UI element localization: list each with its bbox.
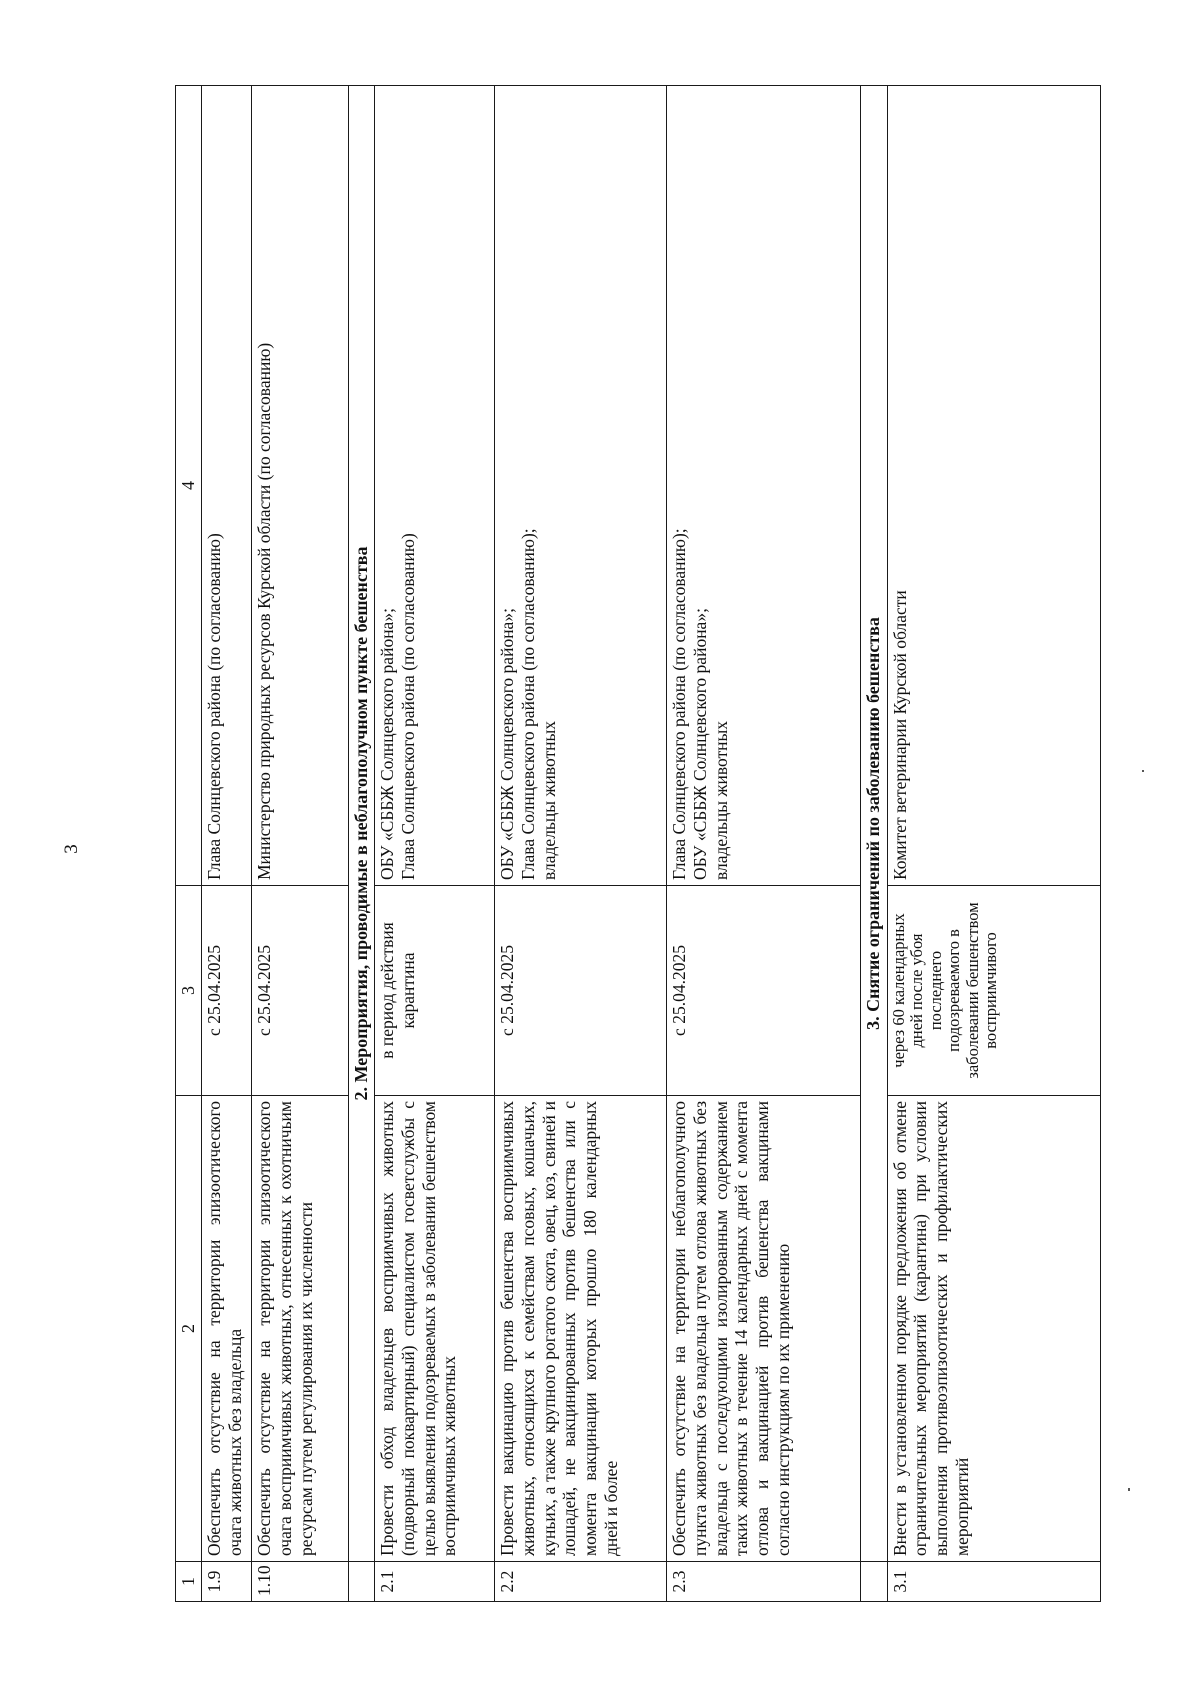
header-col-2: 2 [176, 1096, 202, 1562]
header-col-1: 1 [176, 1562, 202, 1602]
measures-table [175, 85, 1101, 1602]
responsible-line: Глава Солнцевского района (по согласованию) [204, 533, 225, 880]
deadline-line: дней после убоя [907, 933, 927, 1048]
row-deadline: с 25.04.2025 [252, 886, 349, 1096]
row-number: 2.2 [495, 1562, 667, 1602]
row-deadline: в период действия карантина [375, 886, 495, 1096]
row-deadline: с 25.04.2025 [495, 886, 667, 1096]
section-row [861, 86, 887, 1602]
section-row [349, 86, 375, 1602]
responsible-line: Министерство природных ресурсов Курской области (по согласованию) [254, 342, 275, 880]
row-task: Обеспечить отсутствие на территории эпизоотического очага восприимчивых животных, отнесенных к охотничьим ресурсам путем регулирования их численности [252, 1096, 349, 1562]
responsible-line: владельцы животных [538, 720, 559, 880]
responsible-line: ОБУ «СББЖ Солнцевского района»; [690, 608, 711, 880]
row-task: Обеспечить отсутствие на территории эпизоотического очага животных без владельца [202, 1096, 252, 1562]
row-responsible [252, 86, 349, 886]
page-number: 3 [61, 844, 82, 854]
responsible-line: Глава Солнцевского района (по согласованию); [518, 528, 539, 880]
row-task: Внести в установленном порядке предложения об отмене ограничительных мероприятий (карантина) при условии выполнения противоэпизоотических и профилактических мероприятий [887, 1096, 1100, 1562]
measures-table-rotated [175, 86, 1093, 1602]
responsible-line: ОБУ «СББЖ Солнцевского района»; [377, 608, 398, 880]
table-row [887, 86, 1100, 1602]
row-task: Провести обход владельцев восприимчивых животных (подворный поквартирный) специалистом госветслужбы с целью выявления подозреваемых в заболевании бешенством восприимчивых животных [375, 1096, 495, 1562]
table-row [667, 86, 861, 1602]
row-responsible [375, 86, 495, 886]
table-row [495, 86, 667, 1602]
deadline-line: заболевании бешенством [962, 902, 982, 1079]
scan-speck [1142, 770, 1144, 772]
header-col-3: 3 [176, 886, 202, 1096]
deadline-line: последнего [925, 950, 945, 1031]
row-number: 1.9 [202, 1562, 252, 1602]
table-row [202, 86, 252, 1602]
section-spacer [861, 1562, 887, 1602]
header-row [176, 86, 202, 1602]
section-title: 2. Мероприятия, проводимые в неблагополучном пункте бешенства [349, 86, 375, 1562]
row-deadline: с 25.04.2025 [667, 886, 861, 1096]
row-number: 2.3 [667, 1562, 861, 1602]
row-task: Провести вакцинацию против бешенства восприимчивых животных, относящихся к семействам псовых, кошачьих, куньих, а также крупного рогатого скота, овец, коз, свиней и лошадей, не вакцинированных против бешенства или с момента вакцинации которых прошло 180 календарных дней и более [495, 1096, 667, 1562]
responsible-line: Глава Солнцевского района (по согласованию) [398, 533, 419, 880]
section-spacer [349, 1562, 375, 1602]
responsible-line: ОБУ «СББЖ Солнцевского района»; [497, 608, 518, 880]
table-row [252, 86, 349, 1602]
row-number: 3.1 [887, 1562, 1100, 1602]
row-number: 2.1 [375, 1562, 495, 1602]
row-number: 1.10 [252, 1562, 349, 1602]
row-deadline [887, 886, 1100, 1096]
section-title: 3. Снятие ограничений по заболеванию бешенства [861, 86, 887, 1562]
responsible-line: Глава Солнцевского района (по согласованию); [669, 528, 690, 880]
responsible-line: Комитет ветеринарии Курской области [889, 590, 910, 880]
row-responsible [667, 86, 861, 886]
row-responsible [887, 86, 1100, 886]
row-responsible [202, 86, 252, 886]
responsible-line: владельцы животных [710, 720, 731, 880]
header-col-4: 4 [176, 86, 202, 886]
table-row [375, 86, 495, 1602]
deadline-line: восприимчивого [981, 932, 1001, 1049]
deadline-line: через 60 календарных [888, 913, 908, 1068]
row-deadline: с 25.04.2025 [202, 886, 252, 1096]
row-responsible [495, 86, 667, 886]
scan-speck [1128, 1488, 1130, 1491]
row-task: Обеспечить отсутствие на территории неблагополучного пункта животных без владельца путем отлова животных без владельца с последующими изолированным содержанием таких животных в течение 14 календарных дней с момента отлова и вакцинацией против бешенства вакцинами согласно инструкциям по их применению [667, 1096, 861, 1562]
deadline-line: подозреваемого в [944, 929, 964, 1052]
